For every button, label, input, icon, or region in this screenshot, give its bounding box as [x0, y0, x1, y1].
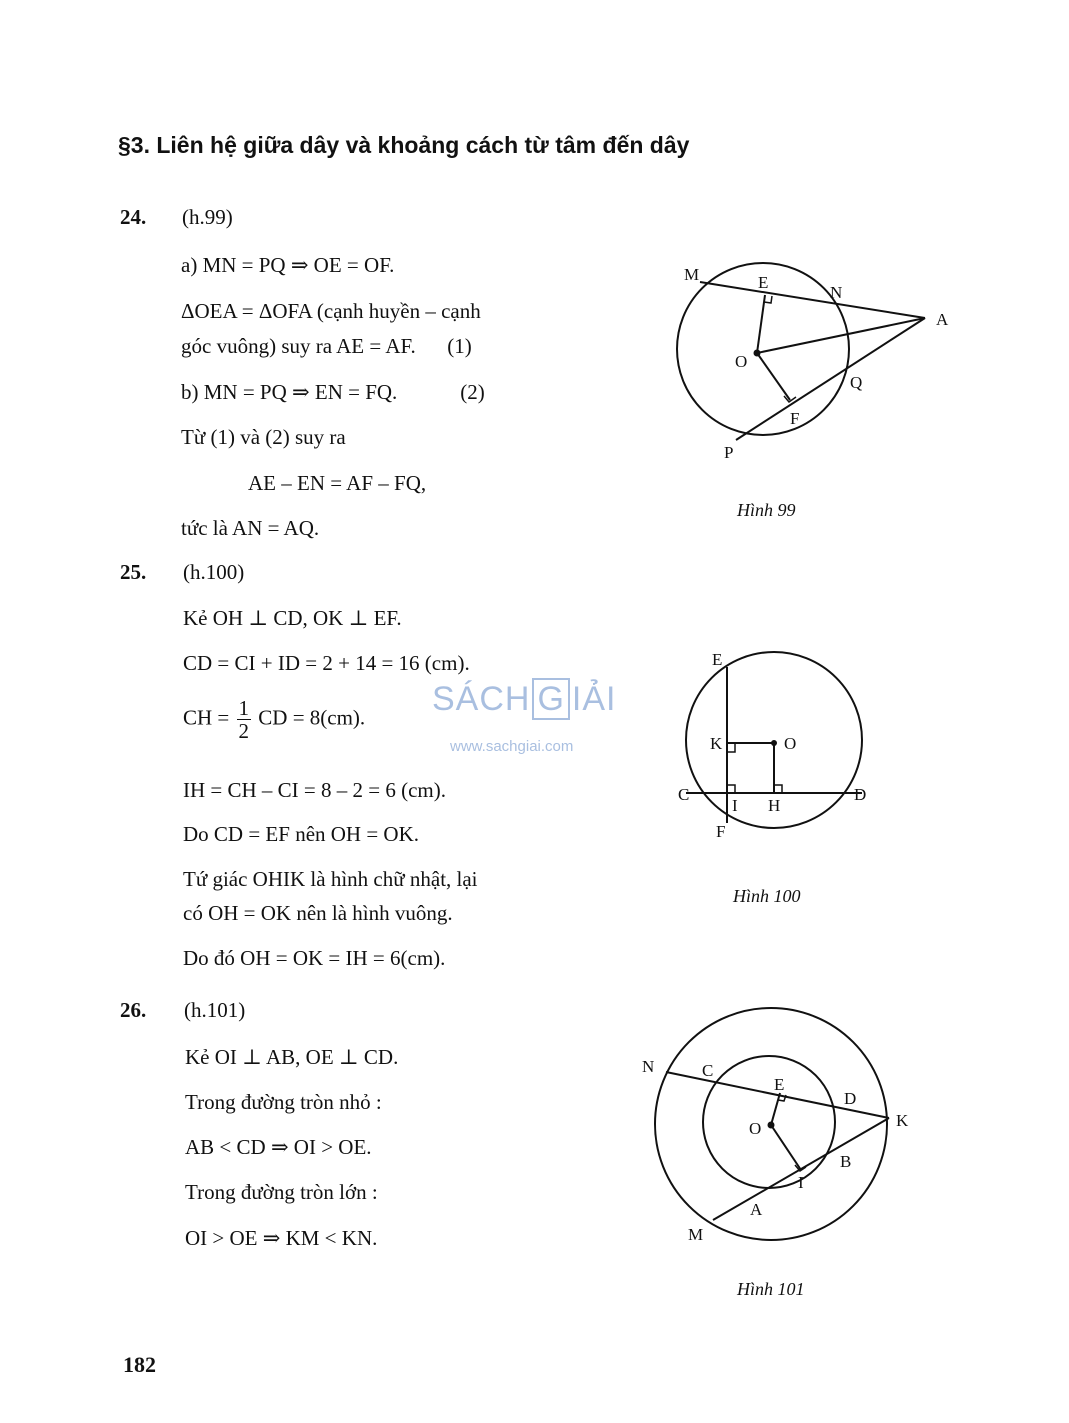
svg-text:A: A: [936, 310, 949, 329]
segment-OI: [771, 1125, 801, 1170]
svg-text:Q: Q: [850, 373, 863, 392]
exercise-24-line: AE – EN = AF – FQ,: [248, 471, 427, 495]
segment-OE: [771, 1093, 780, 1125]
svg-text:C: C: [702, 1061, 714, 1080]
secant-PA: [736, 318, 925, 440]
svg-text:E: E: [774, 1075, 785, 1094]
svg-text:D: D: [854, 785, 867, 804]
exercise-26-number: 26.: [120, 998, 147, 1022]
exercise-24-ref: (h.99): [182, 205, 233, 229]
watermark-logo: SÁCH G IẢI: [432, 680, 617, 718]
svg-text:B: B: [840, 1152, 852, 1171]
svg-text:K: K: [710, 734, 723, 753]
segment-OE: [757, 295, 765, 353]
svg-text:F: F: [716, 822, 726, 841]
svg-text:P: P: [724, 443, 734, 462]
ch-prefix: CH =: [183, 705, 230, 730]
inner-circle: [703, 1056, 835, 1188]
exercise-26-line: AB < CD ⇒ OI > OE.: [185, 1135, 372, 1159]
segment-OA: [757, 318, 925, 353]
figure-99-caption: Hình 99: [737, 500, 796, 520]
exercise-25-number: 25.: [120, 560, 147, 584]
watermark-url: www.sachgiai.com: [450, 738, 574, 755]
svg-text:C: C: [678, 785, 690, 804]
exercise-25-line: có OH = OK nên là hình vuông.: [183, 901, 453, 925]
figure-101-caption: Hình 101: [737, 1279, 805, 1299]
exercise-26-ref: (h.101): [184, 998, 246, 1022]
exercise-25-line: CD = CI + ID = 2 + 14 = 16 (cm).: [183, 651, 470, 675]
fraction: [237, 697, 252, 742]
exercise-24-line: tức là AN = AQ.: [181, 516, 320, 540]
exercise-26-line: Trong đường tròn lớn :: [185, 1180, 378, 1204]
exercise-26-line: Kẻ OI ⊥ AB, OE ⊥ CD.: [185, 1045, 399, 1069]
svg-text:D: D: [844, 1089, 857, 1108]
figure-100: [670, 645, 900, 845]
svg-text:N: N: [642, 1057, 655, 1076]
svg-text:M: M: [688, 1225, 704, 1244]
svg-text:M: M: [684, 265, 700, 284]
svg-text:N: N: [830, 283, 843, 302]
exercise-24-number: 24.: [120, 205, 147, 229]
page-number: 182: [123, 1352, 156, 1377]
exercise-25-line: Do đó OH = OK = IH = 6(cm).: [183, 946, 446, 970]
svg-text:I: I: [798, 1173, 804, 1192]
fraction-numerator: 1: [238, 696, 250, 720]
exercise-25-ref: (h.100): [183, 560, 245, 584]
svg-text:K: K: [896, 1111, 909, 1130]
figure-99: [640, 250, 970, 480]
exercise-24-line: góc vuông) suy ra AE = AF. (1): [181, 334, 472, 358]
svg-text:H: H: [768, 796, 781, 815]
secant-MA: [700, 282, 925, 318]
section-title: §3. Liên hệ giữa dây và khoảng cách từ tâm đến dây: [118, 132, 690, 158]
ch-equation: [183, 697, 365, 742]
figure-101: [630, 1000, 920, 1260]
svg-text:I: I: [732, 796, 738, 815]
svg-text:E: E: [758, 273, 769, 292]
exercise-25-line: IH = CH – CI = 8 – 2 = 6 (cm).: [183, 778, 447, 802]
svg-text:E: E: [712, 650, 723, 669]
svg-text:O: O: [735, 352, 748, 371]
exercise-25-line: Tứ giác OHIK là hình chữ nhật, lại: [183, 867, 478, 891]
segment-OF: [757, 353, 790, 400]
svg-text:F: F: [790, 409, 800, 428]
exercise-24-line: ΔOEA = ΔOFA (cạnh huyền – cạnh: [181, 299, 481, 323]
exercise-25-line: Kẻ OH ⊥ CD, OK ⊥ EF.: [183, 606, 402, 630]
exercise-24-line: b) MN = PQ ⇒ EN = FQ. (2): [181, 380, 485, 404]
exercise-26-line: Trong đường tròn nhỏ :: [185, 1090, 382, 1114]
svg-text:A: A: [750, 1200, 763, 1219]
fraction-denominator: 2: [238, 719, 250, 743]
ch-suffix: CD = 8(cm).: [258, 705, 366, 730]
figure-100-caption: Hình 100: [733, 886, 801, 906]
svg-text:O: O: [749, 1119, 762, 1138]
exercise-26-line: OI > OE ⇒ KM < KN.: [185, 1226, 378, 1250]
exercise-24-line: Từ (1) và (2) suy ra: [181, 425, 346, 449]
exercise-24-line: a) MN = PQ ⇒ OE = OF.: [181, 253, 395, 277]
exercise-25-line: Do CD = EF nên OH = OK.: [183, 822, 420, 846]
svg-text:O: O: [784, 734, 797, 753]
